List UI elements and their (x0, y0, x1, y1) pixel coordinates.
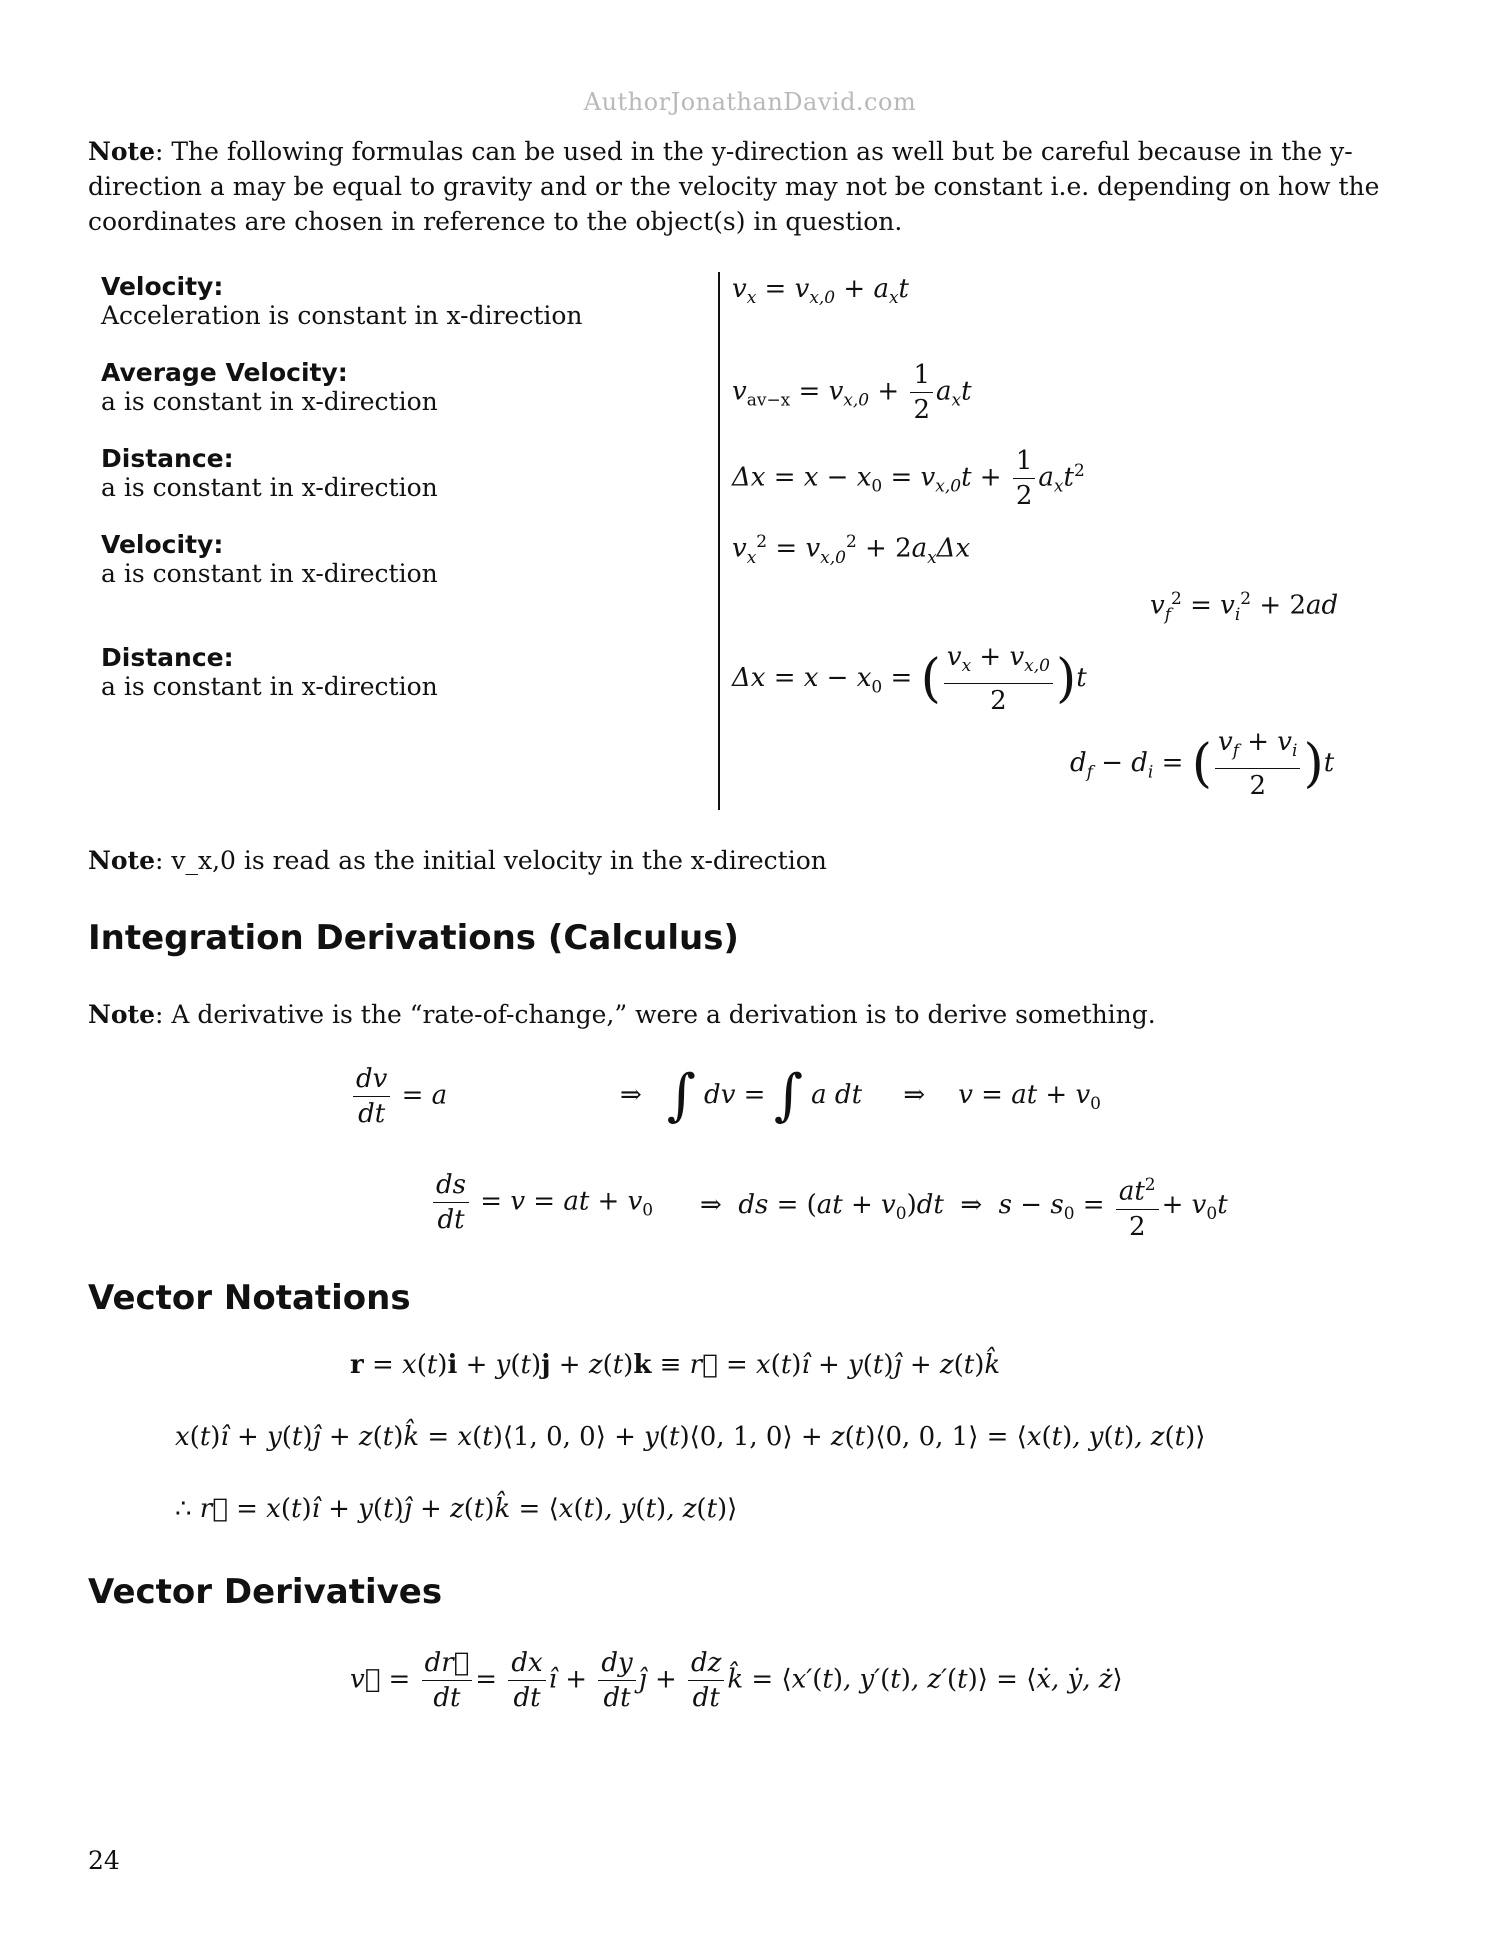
note-label: Note (88, 137, 155, 166)
equation-components: x(t)ı̂ + y(t)ȷ̂ + z(t)k̂ = x(t)⟨1, 0, 0⟩ + y(t)⟨0, 1, 0⟩ + z(t)⟨0, 0, 1⟩ = ⟨x(t), y(t), z(t)⟩ (175, 1422, 1206, 1452)
table-row-distance (101, 444, 438, 502)
equation-s-s0: ⇒ ds = $(at + v_0)dt$ ⇒ $s - s_0$ = $\frac{at^2}{2}$ + $v_0t$ (700, 1168, 1228, 1244)
table-row-average-velocity (101, 358, 438, 416)
row-subtitle: a is constant in x-direction (101, 473, 438, 502)
row-title: Average Velocity: (101, 358, 348, 387)
equation-therefore: ∴ r⃗ = x(t)ı̂ + y(t)ȷ̂ + z(t)k̂ = ⟨x(t), y(t), z(t)⟩ (175, 1494, 738, 1524)
equation-distance-average: $\Delta x = x - x_0$ = ( $\frac{v_x + v_{x,0}}{2}$ )t (732, 642, 1087, 717)
equation-average-velocity: $v_{av-x} = v_{x,0}$ + $\frac{1}{2}$ $a_xt$ (732, 360, 972, 425)
row-subtitle: Acceleration is constant in x-direction (101, 301, 583, 330)
page-header: AuthorJonathanDavid.com (583, 88, 917, 116)
note-text: : The following formulas can be used in the y-direction as well but be careful because in the y-direction a may be equal to gravity and or the velocity may not be constant i.e. depending on how the coordinates are chosen in reference to the object(s) in question. (88, 137, 1380, 236)
row-subtitle: a is constant in x-direction (101, 387, 438, 416)
row-title: Velocity: (101, 530, 224, 559)
section-heading-vector-notations: Vector Notations (88, 1278, 411, 1318)
page-number: 24 (88, 1846, 120, 1875)
equation-velocity-squared: $v_x^2 = v_{x,0}^2 + 2a_x\Delta x$ (732, 532, 971, 568)
section-heading-vector-derivatives: Vector Derivatives (88, 1572, 443, 1612)
table-row-velocity-squared (101, 530, 438, 588)
note-label: Note (88, 846, 155, 875)
note-paragraph-3 (88, 997, 1388, 1032)
equation-df-di: $d_f - d_i$ = ( $\frac{v_f + v_i}{2}$ )t (1070, 727, 1335, 802)
table-row-velocity (101, 272, 583, 330)
row-subtitle: a is constant in x-direction (101, 559, 438, 588)
table-divider (718, 272, 720, 810)
equation-position-vector: r = x(t)i + y(t)j + z(t)k ≡ r⃗ = x(t)ı̂ + y(t)ȷ̂ + z(t)k̂ (350, 1350, 1001, 1380)
equation-ds-dt: $\frac{ds}{dt}$ = v = at + $v_0$ (430, 1168, 653, 1237)
section-heading-integration: Integration Derivations (Calculus) (88, 918, 739, 958)
table-row-distance-average (101, 643, 438, 701)
note-text: : v_x,0 is read as the initial velocity in the x-direction (154, 846, 827, 875)
row-subtitle: a is constant in x-direction (101, 672, 438, 701)
note-text: : A derivative is the “rate-of-change,” were a derivation is to derive something. (154, 1000, 1156, 1029)
equation-dv-dt: $\frac{dv}{dt}$ = a (350, 1062, 447, 1131)
row-title: Velocity: (101, 272, 224, 301)
note-paragraph-1 (88, 134, 1388, 239)
equation-velocity: $v_x = v_{x,0} + a_xt$ (732, 274, 909, 309)
equation-integral-dv: ⇒ ∫ dv = ∫ a dt ⇒ v = at + $v_0$ (620, 1063, 1101, 1128)
note-label: Note (88, 1000, 155, 1029)
equation-velocity-vector: v⃗ = $\frac{dr⃗}{dt}$ = $\frac{dx}{dt}$ ı̂ + $\frac{dy}{dt}$ ȷ̂ + $\frac{dz}{dt}$ k̂ = ⟨x′(t), y′(t), z′(t)⟩ = ⟨ẋ, ẏ, ż⟩ (350, 1648, 1123, 1713)
row-title: Distance: (101, 643, 234, 672)
note-paragraph-2 (88, 843, 1388, 878)
row-title: Distance: (101, 444, 234, 473)
equation-distance: $\Delta x = x - x_0 = v_{x,0}t$ + $\frac{1}{2}$ $a_xt^2$ (732, 446, 1085, 511)
equation-vf-squared: $v_f^2 = v_i^2 + 2ad$ (1150, 589, 1339, 625)
